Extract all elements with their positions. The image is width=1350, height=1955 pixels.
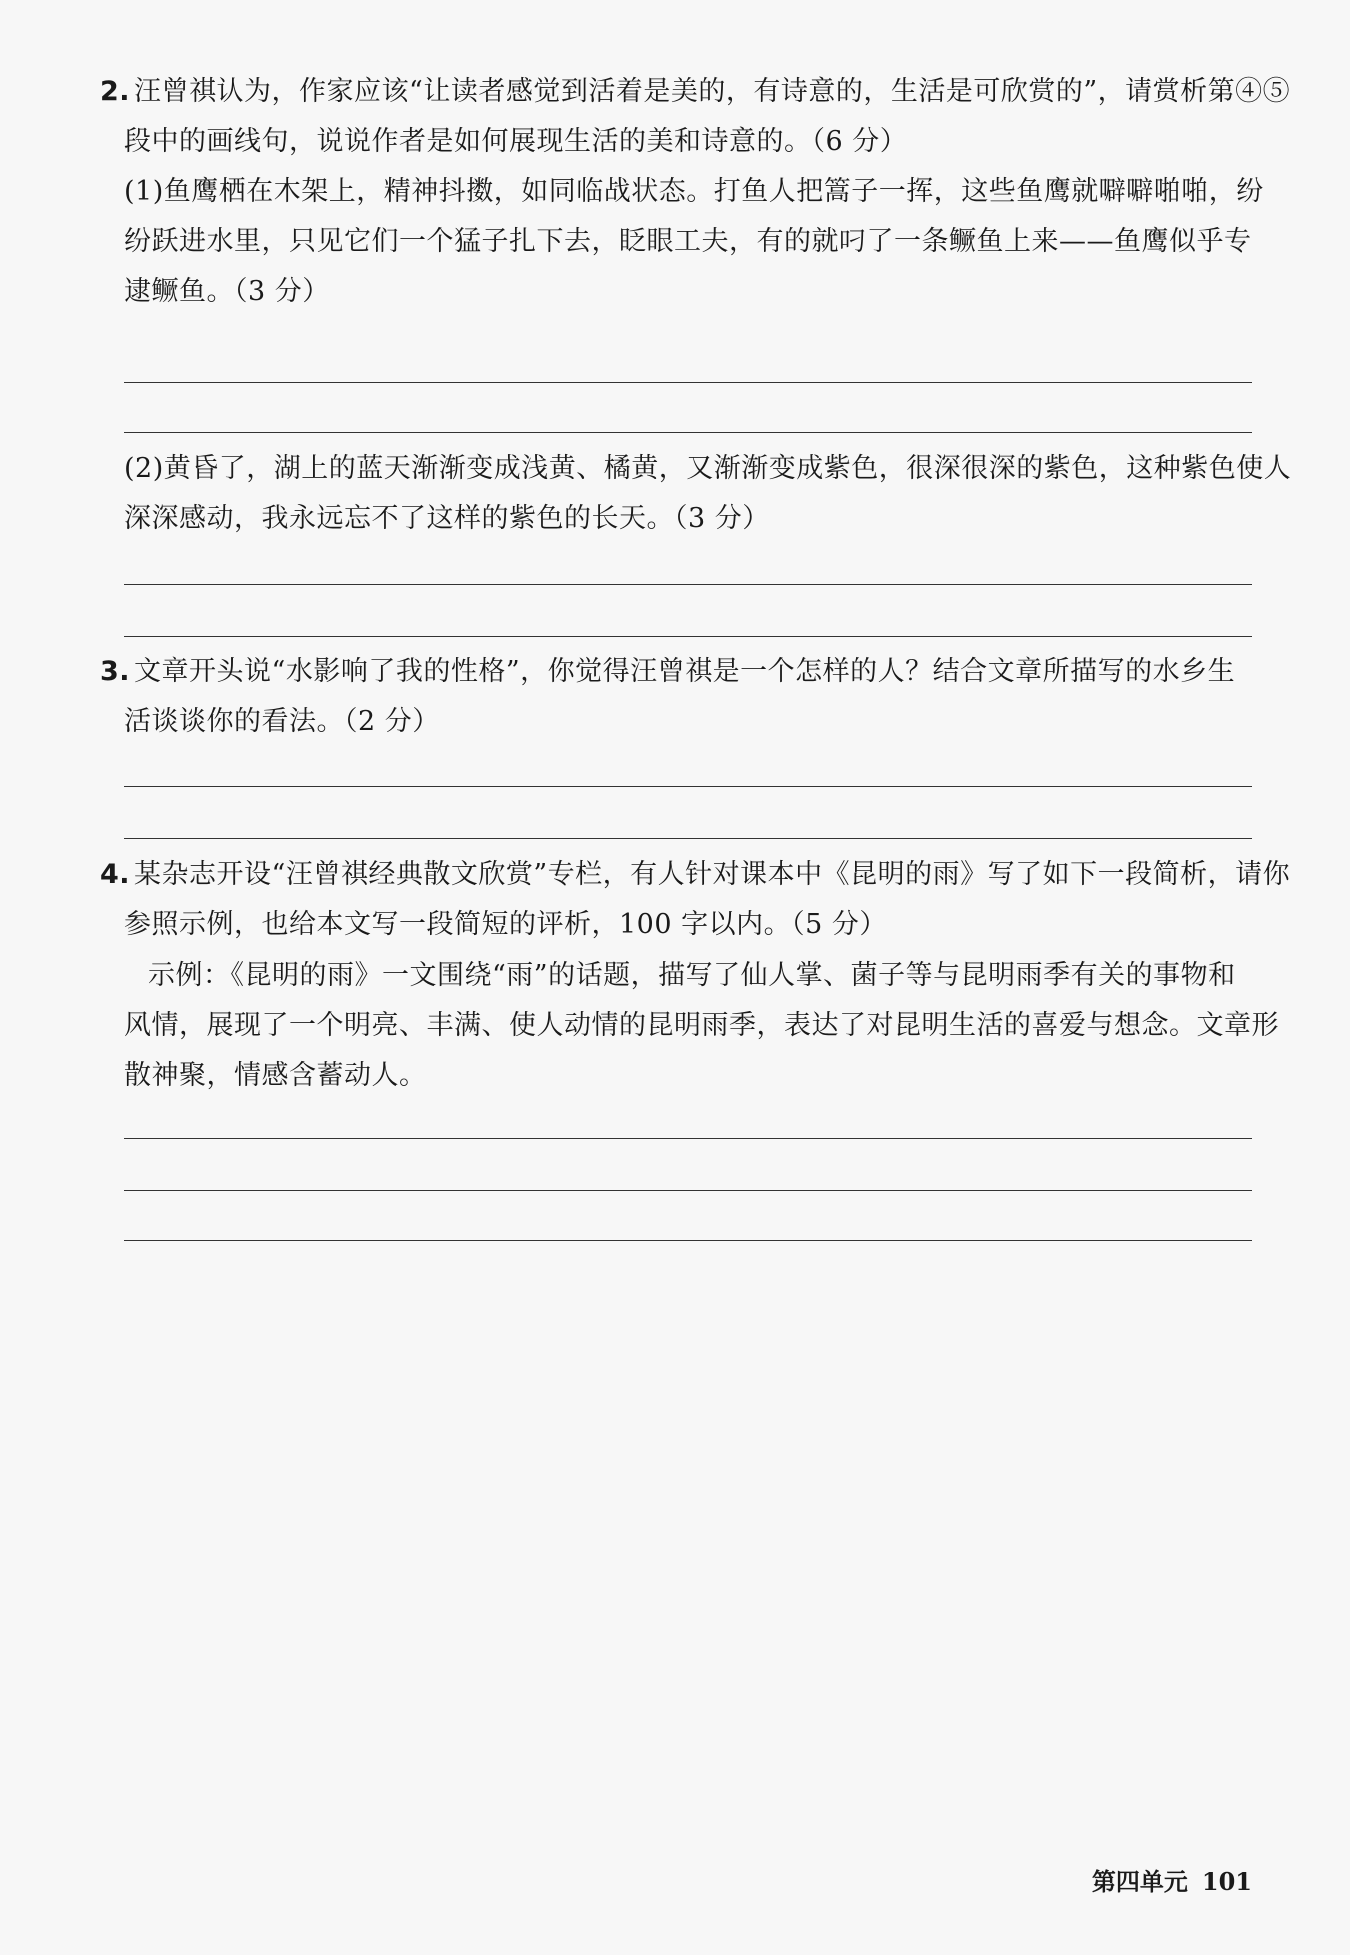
- question-3-line-1: [100, 652, 1252, 692]
- answer-line[interactable]: [124, 1138, 1252, 1139]
- question-3-text-1: 文章开头说“水影响了我的性格”，你觉得汪曾祺是一个怎样的人？结合文章所描写的水乡生: [134, 656, 1236, 687]
- question-2-line-2: 段中的画线句，说说作者是如何展现生活的美和诗意的。（6 分）: [124, 126, 908, 157]
- answer-line[interactable]: [124, 838, 1252, 839]
- question-2-number: 2.: [100, 76, 131, 107]
- question-3-number: 3.: [100, 656, 131, 687]
- question-2-text-1: 汪曾祺认为，作家应该“让读者感觉到活着是美的，有诗意的，生活是可欣赏的”，请赏析第④⑤: [134, 76, 1291, 107]
- question-4-text-1: 某杂志开设“汪曾祺经典散文欣赏”专栏，有人针对课本中《昆明的雨》写了如下一段简析，请你: [134, 859, 1291, 890]
- answer-line[interactable]: [124, 584, 1252, 585]
- answer-line[interactable]: [124, 1190, 1252, 1191]
- answer-line[interactable]: [124, 636, 1252, 637]
- question-2-line-1: [100, 72, 1291, 112]
- answer-line[interactable]: [124, 382, 1252, 383]
- question-4-example-line-1: 示例：《昆明的雨》一文围绕“雨”的话题，描写了仙人掌、菌子等与昆明雨季有关的事物和: [148, 960, 1236, 991]
- question-4-number: 4.: [100, 859, 131, 890]
- unit-label: 第四单元: [1091, 1868, 1188, 1896]
- answer-line[interactable]: [124, 786, 1252, 787]
- page-footer: [1092, 1862, 1252, 1897]
- question-4-line-1: [100, 855, 1291, 895]
- question-4-line-2: 参照示例，也给本文写一段简短的评析，100 字以内。（5 分）: [124, 909, 887, 940]
- question-2-part-1-line-3: 逮鳜鱼。（3 分）: [124, 276, 330, 307]
- question-4-example-line-2: 风情，展现了一个明亮、丰满、使人动情的昆明雨季，表达了对昆明生活的喜爱与想念。文章形: [124, 1010, 1279, 1041]
- question-2-part-2-line-1: (2)黄昏了，湖上的蓝天渐渐变成浅黄、橘黄，又渐渐变成紫色，很深很深的紫色，这种紫色使人: [124, 453, 1292, 484]
- answer-line[interactable]: [124, 432, 1252, 433]
- question-4-example-line-3: 散神聚，情感含蓄动人。: [124, 1060, 427, 1091]
- question-2-part-1-line-2: 纷跃进水里，只见它们一个猛子扎下去，眨眼工夫，有的就叼了一条鳜鱼上来——鱼鹰似乎专: [124, 226, 1252, 257]
- question-3-line-2: 活谈谈你的看法。（2 分）: [124, 706, 440, 737]
- question-2-part-2-line-2: 深深感动，我永远忘不了这样的紫色的长天。（3 分）: [124, 503, 770, 534]
- question-2-part-1-line-1: (1)鱼鹰栖在木架上，精神抖擞，如同临战状态。打鱼人把篙子一挥，这些鱼鹰就噼噼啪啪，纷: [124, 176, 1264, 207]
- answer-line[interactable]: [124, 1240, 1252, 1241]
- page-number: 101: [1201, 1867, 1252, 1896]
